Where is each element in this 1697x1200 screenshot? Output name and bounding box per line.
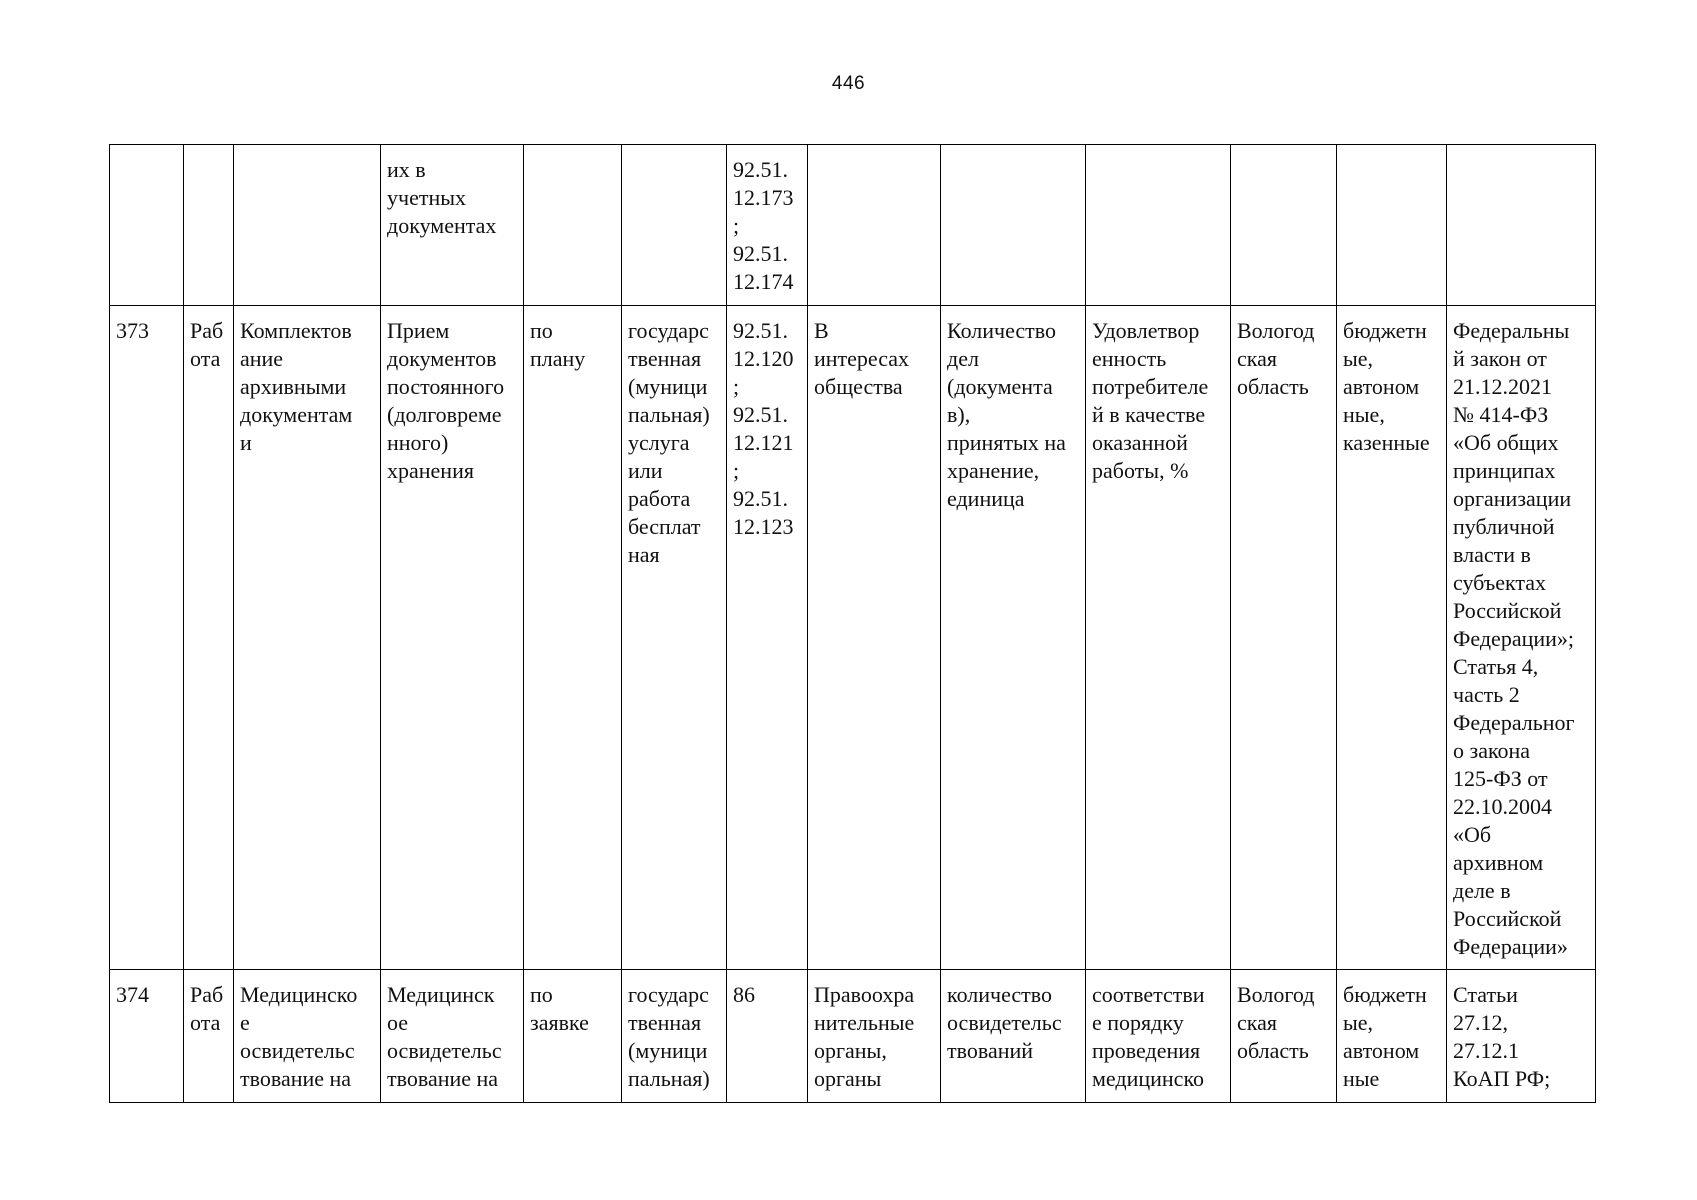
cell-institution-types: бюджетн ые, автоном ные (1337, 970, 1447, 1103)
cell-category (622, 145, 727, 306)
cell-okved-codes: 92.51. 12.173 ; 92.51. 12.174 (727, 145, 808, 306)
cell-number: 373 (110, 306, 184, 970)
table-row-continuation (110, 145, 1596, 306)
cell-quality-indicator: соответстви е порядку проведения медицинско (1086, 970, 1231, 1103)
cell-basis: по заявке (524, 970, 622, 1103)
cell-type: Раб ота (184, 970, 234, 1103)
cell-number (110, 145, 184, 306)
cell-consumers: Правоохра нительные органы, органы (808, 970, 941, 1103)
cell-service-name: Комплектов ание архивными документам и (234, 306, 381, 970)
cell-basis: по плану (524, 306, 622, 970)
cell-region (1231, 145, 1337, 306)
page-number: 446 (831, 73, 866, 94)
table-row-374 (110, 970, 1596, 1103)
cell-institution-types (1337, 145, 1447, 306)
cell-institution-types: бюджетн ые, автоном ные, казенные (1337, 306, 1447, 970)
cell-region: Вологод ская область (1231, 970, 1337, 1103)
cell-legal-basis: Статьи 27.12, 27.12.1 КоАП РФ; (1447, 970, 1596, 1103)
cell-volume-indicator (941, 145, 1086, 306)
cell-type: Раб ота (184, 306, 234, 970)
cell-type (184, 145, 234, 306)
cell-consumers: В интересах общества (808, 306, 941, 970)
cell-basis (524, 145, 622, 306)
cell-consumers (808, 145, 941, 306)
cell-legal-basis (1447, 145, 1596, 306)
cell-category: государс твенная (муници пальная) услуга или работа бесплат ная (622, 306, 727, 970)
cell-service-name (234, 145, 381, 306)
cell-quality-indicator (1086, 145, 1231, 306)
cell-category: государс твенная (муници пальная) (622, 970, 727, 1103)
cell-okved-codes: 86 (727, 970, 808, 1103)
cell-service-content: Прием документов постоянного (долговреме нного) хранения (381, 306, 524, 970)
cell-quality-indicator: Удовлетвор енность потребителе й в качестве оказанной работы, % (1086, 306, 1231, 970)
cell-volume-indicator: Количество дел (документа в), принятых на хранение, единица (941, 306, 1086, 970)
cell-legal-basis: Федеральны й закон от 21.12.2021 № 414-ФЗ «Об общих принципах организации публичной власти в субъектах Российской Федерации»; Статья 4, часть 2 Федеральног о закона 125-ФЗ от 22.10.2004 «Об архивном деле в Российской Федерации» (1447, 306, 1596, 970)
cell-okved-codes: 92.51. 12.120 ; 92.51. 12.121 ; 92.51. 12.123 (727, 306, 808, 970)
services-registry-table (109, 144, 1596, 1103)
cell-service-content: Медицинск ое освидетельс твование на (381, 970, 524, 1103)
cell-region: Вологод ская область (1231, 306, 1337, 970)
cell-service-content: их в учетных документах (381, 145, 524, 306)
cell-number: 374 (110, 970, 184, 1103)
cell-volume-indicator: количество освидетельс твований (941, 970, 1086, 1103)
table-row-373 (110, 306, 1596, 970)
cell-service-name: Медицинско е освидетельс твование на (234, 970, 381, 1103)
